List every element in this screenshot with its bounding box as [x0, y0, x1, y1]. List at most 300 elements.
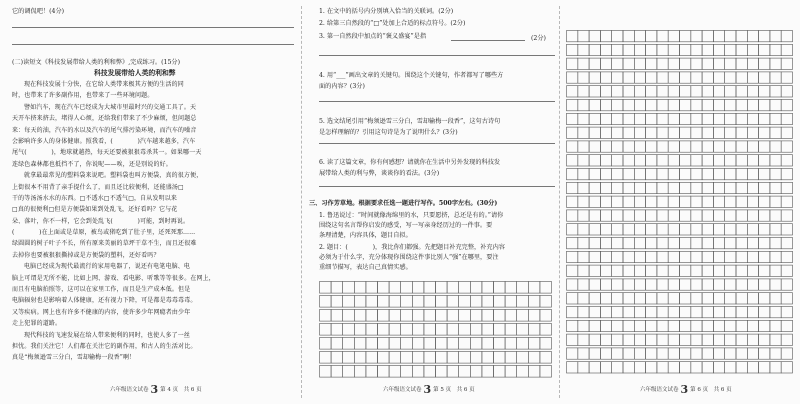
grid-cell[interactable]: [600, 293, 611, 304]
grid-cell[interactable]: [623, 307, 634, 318]
grid-cell[interactable]: [517, 324, 529, 336]
grid-cell[interactable]: [668, 210, 679, 221]
grid-cell[interactable]: [657, 238, 668, 249]
grid-cell[interactable]: [759, 127, 770, 138]
grid-cell[interactable]: [540, 338, 552, 350]
grid-cell[interactable]: [578, 155, 589, 166]
grid-cell[interactable]: [657, 113, 668, 124]
grid-cell[interactable]: [725, 348, 736, 359]
grid-cell[interactable]: [668, 86, 679, 97]
grid-cell[interactable]: [612, 141, 623, 152]
grid-cell[interactable]: [600, 169, 611, 180]
grid-cell[interactable]: [668, 279, 679, 290]
grid-cell[interactable]: [759, 155, 770, 166]
grid-cell[interactable]: [612, 169, 623, 180]
grid-cell[interactable]: [691, 127, 702, 138]
grid-cell[interactable]: [589, 238, 600, 249]
grid-cell[interactable]: [770, 251, 781, 262]
grid-cell[interactable]: [702, 265, 713, 276]
grid-cell[interactable]: [657, 224, 668, 235]
grid-cell[interactable]: [668, 100, 679, 111]
grid-cell[interactable]: [747, 238, 758, 249]
grid-cell[interactable]: [646, 44, 657, 55]
grid-cell[interactable]: [567, 196, 578, 207]
grid-cell[interactable]: [612, 182, 623, 193]
grid-cell[interactable]: [436, 324, 448, 336]
grid-cell[interactable]: [366, 282, 378, 294]
grid-cell[interactable]: [781, 196, 792, 207]
grid-cell[interactable]: [747, 251, 758, 262]
grid-cell[interactable]: [770, 348, 781, 359]
grid-cell[interactable]: [612, 127, 623, 138]
grid-cell[interactable]: [736, 210, 747, 221]
grid-cell[interactable]: [646, 293, 657, 304]
grid-cell[interactable]: [725, 58, 736, 69]
grid-cell[interactable]: [600, 58, 611, 69]
grid-cell[interactable]: [691, 251, 702, 262]
grid-cell[interactable]: [623, 334, 634, 345]
grid-cell[interactable]: [657, 348, 668, 359]
grid-cell[interactable]: [436, 366, 448, 378]
grid-cell[interactable]: [747, 127, 758, 138]
grid-cell[interactable]: [494, 296, 506, 308]
grid-cell[interactable]: [612, 348, 623, 359]
grid-cell[interactable]: [600, 182, 611, 193]
grid-cell[interactable]: [567, 320, 578, 331]
grid-cell[interactable]: [600, 348, 611, 359]
grid-cell[interactable]: [725, 44, 736, 55]
grid-cell[interactable]: [747, 224, 758, 235]
grid-cell[interactable]: [759, 196, 770, 207]
grid-cell[interactable]: [612, 251, 623, 262]
grid-cell[interactable]: [702, 251, 713, 262]
grid-cell[interactable]: [736, 113, 747, 124]
grid-cell[interactable]: [634, 127, 645, 138]
grid-cell[interactable]: [646, 182, 657, 193]
grid-cell[interactable]: [634, 307, 645, 318]
grid-cell[interactable]: [567, 279, 578, 290]
grid-cell[interactable]: [578, 100, 589, 111]
grid-cell[interactable]: [578, 182, 589, 193]
grid-cell[interactable]: [424, 366, 436, 378]
grid-cell[interactable]: [680, 293, 691, 304]
grid-cell[interactable]: [770, 279, 781, 290]
grid-cell[interactable]: [589, 348, 600, 359]
grid-cell[interactable]: [600, 224, 611, 235]
grid-cell[interactable]: [736, 86, 747, 97]
grid-cell[interactable]: [725, 113, 736, 124]
grid-cell[interactable]: [680, 169, 691, 180]
grid-cell[interactable]: [494, 338, 506, 350]
grid-cell[interactable]: [528, 324, 540, 336]
grid-cell[interactable]: [736, 182, 747, 193]
grid-cell[interactable]: [623, 265, 634, 276]
grid-cell[interactable]: [680, 224, 691, 235]
grid-cell[interactable]: [691, 72, 702, 83]
grid-cell[interactable]: [747, 196, 758, 207]
grid-cell[interactable]: [567, 141, 578, 152]
grid-cell[interactable]: [759, 44, 770, 55]
grid-cell[interactable]: [578, 320, 589, 331]
grid-cell[interactable]: [713, 224, 724, 235]
grid-cell[interactable]: [736, 58, 747, 69]
grid-cell[interactable]: [668, 307, 679, 318]
grid-cell[interactable]: [331, 338, 343, 350]
grid-cell[interactable]: [331, 296, 343, 308]
grid-cell[interactable]: [612, 293, 623, 304]
grid-cell[interactable]: [343, 366, 355, 378]
grid-cell[interactable]: [589, 58, 600, 69]
grid-cell[interactable]: [378, 366, 390, 378]
grid-cell[interactable]: [331, 310, 343, 322]
grid-cell[interactable]: [770, 31, 781, 42]
grid-cell[interactable]: [736, 31, 747, 42]
grid-cell[interactable]: [320, 282, 332, 294]
grid-cell[interactable]: [680, 251, 691, 262]
grid-cell[interactable]: [759, 224, 770, 235]
grid-cell[interactable]: [482, 282, 494, 294]
grid-cell[interactable]: [668, 141, 679, 152]
grid-cell[interactable]: [702, 100, 713, 111]
grid-cell[interactable]: [412, 338, 424, 350]
grid-cell[interactable]: [680, 58, 691, 69]
grid-cell[interactable]: [781, 44, 792, 55]
grid-cell[interactable]: [680, 265, 691, 276]
grid-cell[interactable]: [436, 296, 448, 308]
grid-cell[interactable]: [578, 86, 589, 97]
grid-cell[interactable]: [482, 366, 494, 378]
grid-cell[interactable]: [759, 141, 770, 152]
grid-cell[interactable]: [747, 44, 758, 55]
grid-cell[interactable]: [657, 334, 668, 345]
grid-cell[interactable]: [470, 324, 482, 336]
grid-cell[interactable]: [505, 296, 517, 308]
grid-cell[interactable]: [578, 127, 589, 138]
grid-cell[interactable]: [567, 293, 578, 304]
grid-cell[interactable]: [691, 334, 702, 345]
grid-cell[interactable]: [424, 310, 436, 322]
grid-cell[interactable]: [634, 169, 645, 180]
grid-cell[interactable]: [713, 182, 724, 193]
grid-cell[interactable]: [680, 86, 691, 97]
grid-cell[interactable]: [634, 224, 645, 235]
answer-line[interactable]: [12, 27, 294, 28]
grid-cell[interactable]: [600, 100, 611, 111]
grid-cell[interactable]: [378, 310, 390, 322]
grid-cell[interactable]: [713, 279, 724, 290]
grid-cell[interactable]: [589, 293, 600, 304]
grid-cell[interactable]: [713, 155, 724, 166]
grid-cell[interactable]: [354, 310, 366, 322]
grid-cell[interactable]: [736, 307, 747, 318]
grid-cell[interactable]: [494, 366, 506, 378]
grid-cell[interactable]: [759, 348, 770, 359]
grid-cell[interactable]: [657, 141, 668, 152]
grid-cell[interactable]: [702, 293, 713, 304]
grid-cell[interactable]: [725, 86, 736, 97]
grid-cell[interactable]: [680, 155, 691, 166]
grid-cell[interactable]: [781, 182, 792, 193]
grid-cell[interactable]: [589, 224, 600, 235]
grid-cell[interactable]: [634, 141, 645, 152]
grid-cell[interactable]: [702, 72, 713, 83]
grid-cell[interactable]: [759, 72, 770, 83]
grid-cell[interactable]: [634, 72, 645, 83]
grid-cell[interactable]: [781, 58, 792, 69]
grid-cell[interactable]: [702, 334, 713, 345]
grid-cell[interactable]: [623, 238, 634, 249]
grid-cell[interactable]: [424, 282, 436, 294]
grid-cell[interactable]: [657, 196, 668, 207]
grid-cell[interactable]: [436, 338, 448, 350]
grid-cell[interactable]: [366, 352, 378, 364]
grid-cell[interactable]: [713, 307, 724, 318]
grid-cell[interactable]: [747, 155, 758, 166]
grid-cell[interactable]: [540, 282, 552, 294]
grid-cell[interactable]: [759, 334, 770, 345]
grid-cell[interactable]: [747, 182, 758, 193]
grid-cell[interactable]: [646, 113, 657, 124]
grid-cell[interactable]: [378, 352, 390, 364]
grid-cell[interactable]: [623, 293, 634, 304]
grid-cell[interactable]: [436, 282, 448, 294]
grid-cell[interactable]: [320, 352, 332, 364]
grid-cell[interactable]: [600, 31, 611, 42]
grid-cell[interactable]: [600, 196, 611, 207]
grid-cell[interactable]: [668, 58, 679, 69]
grid-cell[interactable]: [623, 155, 634, 166]
grid-cell[interactable]: [646, 86, 657, 97]
grid-cell[interactable]: [736, 169, 747, 180]
grid-cell[interactable]: [494, 282, 506, 294]
grid-cell[interactable]: [781, 348, 792, 359]
grid-cell[interactable]: [589, 265, 600, 276]
grid-cell[interactable]: [725, 279, 736, 290]
grid-cell[interactable]: [470, 338, 482, 350]
grid-cell[interactable]: [680, 307, 691, 318]
grid-cell[interactable]: [713, 348, 724, 359]
grid-cell[interactable]: [691, 31, 702, 42]
grid-cell[interactable]: [389, 324, 401, 336]
grid-cell[interactable]: [747, 348, 758, 359]
grid-cell[interactable]: [578, 224, 589, 235]
grid-cell[interactable]: [567, 362, 578, 373]
grid-cell[interactable]: [634, 31, 645, 42]
grid-cell[interactable]: [747, 293, 758, 304]
grid-cell[interactable]: [366, 338, 378, 350]
grid-cell[interactable]: [668, 31, 679, 42]
grid-cell[interactable]: [528, 366, 540, 378]
grid-cell[interactable]: [702, 31, 713, 42]
grid-cell[interactable]: [702, 279, 713, 290]
grid-cell[interactable]: [600, 86, 611, 97]
grid-cell[interactable]: [702, 169, 713, 180]
grid-cell[interactable]: [578, 72, 589, 83]
grid-cell[interactable]: [459, 366, 471, 378]
grid-cell[interactable]: [781, 334, 792, 345]
grid-cell[interactable]: [366, 296, 378, 308]
grid-cell[interactable]: [680, 72, 691, 83]
grid-cell[interactable]: [781, 320, 792, 331]
grid-cell[interactable]: [713, 58, 724, 69]
grid-cell[interactable]: [589, 44, 600, 55]
grid-cell[interactable]: [612, 238, 623, 249]
grid-cell[interactable]: [634, 362, 645, 373]
grid-cell[interactable]: [725, 238, 736, 249]
grid-cell[interactable]: [612, 100, 623, 111]
grid-cell[interactable]: [331, 352, 343, 364]
grid-cell[interactable]: [702, 238, 713, 249]
grid-cell[interactable]: [354, 324, 366, 336]
answer-line[interactable]: [451, 40, 525, 41]
grid-cell[interactable]: [623, 72, 634, 83]
grid-cell[interactable]: [646, 210, 657, 221]
grid-cell[interactable]: [691, 113, 702, 124]
grid-cell[interactable]: [713, 86, 724, 97]
grid-cell[interactable]: [646, 279, 657, 290]
grid-cell[interactable]: [634, 279, 645, 290]
grid-cell[interactable]: [725, 334, 736, 345]
grid-cell[interactable]: [528, 338, 540, 350]
grid-cell[interactable]: [781, 127, 792, 138]
grid-cell[interactable]: [680, 127, 691, 138]
grid-cell[interactable]: [612, 113, 623, 124]
grid-cell[interactable]: [759, 86, 770, 97]
grid-cell[interactable]: [424, 352, 436, 364]
grid-cell[interactable]: [528, 310, 540, 322]
grid-cell[interactable]: [691, 265, 702, 276]
grid-cell[interactable]: [680, 100, 691, 111]
grid-cell[interactable]: [657, 362, 668, 373]
grid-cell[interactable]: [736, 238, 747, 249]
grid-cell[interactable]: [634, 238, 645, 249]
grid-cell[interactable]: [702, 196, 713, 207]
grid-cell[interactable]: [517, 338, 529, 350]
grid-cell[interactable]: [401, 310, 413, 322]
grid-cell[interactable]: [634, 320, 645, 331]
grid-cell[interactable]: [634, 155, 645, 166]
grid-cell[interactable]: [736, 320, 747, 331]
grid-cell[interactable]: [389, 310, 401, 322]
grid-cell[interactable]: [702, 155, 713, 166]
grid-cell[interactable]: [713, 210, 724, 221]
grid-cell[interactable]: [447, 310, 459, 322]
grid-cell[interactable]: [589, 31, 600, 42]
grid-cell[interactable]: [713, 251, 724, 262]
grid-cell[interactable]: [702, 348, 713, 359]
grid-cell[interactable]: [589, 307, 600, 318]
grid-cell[interactable]: [668, 320, 679, 331]
grid-cell[interactable]: [713, 113, 724, 124]
grid-cell[interactable]: [578, 293, 589, 304]
grid-cell[interactable]: [736, 155, 747, 166]
grid-cell[interactable]: [567, 251, 578, 262]
grid-cell[interactable]: [736, 362, 747, 373]
grid-cell[interactable]: [770, 44, 781, 55]
grid-cell[interactable]: [759, 320, 770, 331]
grid-cell[interactable]: [600, 279, 611, 290]
grid-cell[interactable]: [747, 86, 758, 97]
grid-cell[interactable]: [713, 196, 724, 207]
grid-cell[interactable]: [470, 352, 482, 364]
grid-cell[interactable]: [770, 293, 781, 304]
grid-cell[interactable]: [736, 348, 747, 359]
grid-cell[interactable]: [680, 334, 691, 345]
grid-cell[interactable]: [668, 265, 679, 276]
grid-cell[interactable]: [600, 251, 611, 262]
grid-cell[interactable]: [646, 362, 657, 373]
answer-line[interactable]: [319, 55, 555, 56]
grid-cell[interactable]: [781, 100, 792, 111]
grid-cell[interactable]: [657, 265, 668, 276]
grid-cell[interactable]: [459, 324, 471, 336]
composition-grid[interactable]: [319, 281, 555, 379]
grid-cell[interactable]: [634, 251, 645, 262]
grid-cell[interactable]: [725, 251, 736, 262]
grid-cell[interactable]: [702, 113, 713, 124]
grid-cell[interactable]: [540, 310, 552, 322]
grid-cell[interactable]: [781, 210, 792, 221]
grid-cell[interactable]: [668, 224, 679, 235]
grid-cell[interactable]: [668, 155, 679, 166]
grid-cell[interactable]: [747, 210, 758, 221]
grid-cell[interactable]: [459, 352, 471, 364]
grid-cell[interactable]: [459, 282, 471, 294]
grid-cell[interactable]: [578, 58, 589, 69]
grid-cell[interactable]: [505, 338, 517, 350]
grid-cell[interactable]: [589, 169, 600, 180]
grid-cell[interactable]: [702, 86, 713, 97]
grid-cell[interactable]: [578, 113, 589, 124]
grid-cell[interactable]: [747, 72, 758, 83]
grid-cell[interactable]: [612, 307, 623, 318]
grid-cell[interactable]: [702, 320, 713, 331]
grid-cell[interactable]: [612, 279, 623, 290]
grid-cell[interactable]: [567, 44, 578, 55]
grid-cell[interactable]: [680, 210, 691, 221]
grid-cell[interactable]: [646, 320, 657, 331]
grid-cell[interactable]: [634, 100, 645, 111]
grid-cell[interactable]: [781, 155, 792, 166]
grid-cell[interactable]: [702, 210, 713, 221]
grid-cell[interactable]: [424, 296, 436, 308]
grid-cell[interactable]: [668, 196, 679, 207]
grid-cell[interactable]: [646, 348, 657, 359]
grid-cell[interactable]: [713, 238, 724, 249]
grid-cell[interactable]: [691, 44, 702, 55]
grid-cell[interactable]: [713, 320, 724, 331]
grid-cell[interactable]: [725, 72, 736, 83]
grid-cell[interactable]: [528, 296, 540, 308]
grid-cell[interactable]: [412, 366, 424, 378]
grid-cell[interactable]: [320, 296, 332, 308]
grid-cell[interactable]: [589, 251, 600, 262]
grid-cell[interactable]: [505, 324, 517, 336]
grid-cell[interactable]: [612, 320, 623, 331]
grid-cell[interactable]: [567, 72, 578, 83]
grid-cell[interactable]: [781, 293, 792, 304]
grid-cell[interactable]: [320, 324, 332, 336]
grid-cell[interactable]: [447, 352, 459, 364]
grid-cell[interactable]: [781, 238, 792, 249]
grid-cell[interactable]: [540, 296, 552, 308]
answer-line[interactable]: [319, 186, 555, 187]
grid-cell[interactable]: [781, 265, 792, 276]
grid-cell[interactable]: [770, 320, 781, 331]
grid-cell[interactable]: [612, 31, 623, 42]
grid-cell[interactable]: [623, 113, 634, 124]
grid-cell[interactable]: [646, 238, 657, 249]
